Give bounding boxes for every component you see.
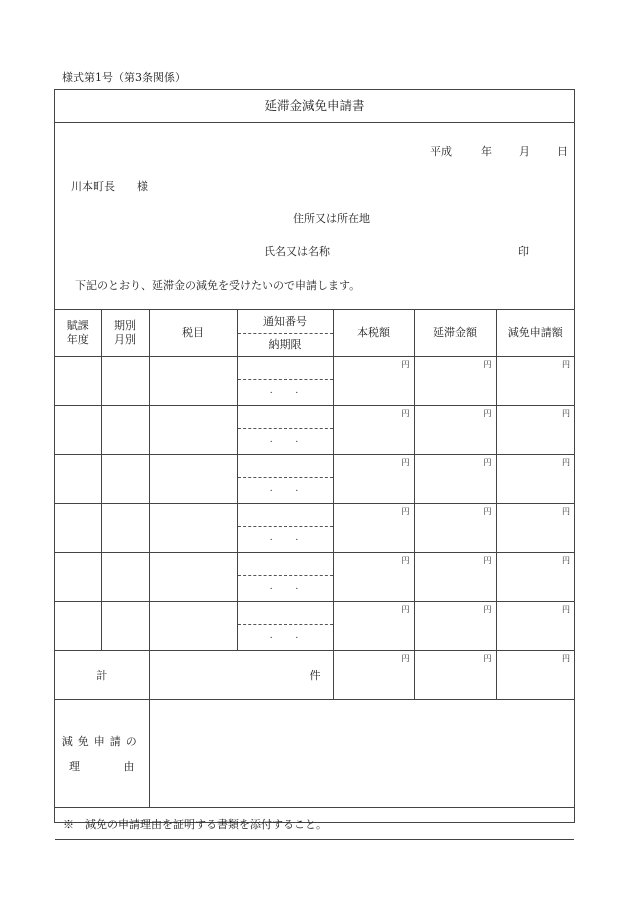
header-due-date: 納期限: [268, 337, 302, 351]
notice-due-cell[interactable]: . .: [237, 357, 333, 406]
header-notice-due: [237, 310, 333, 357]
name-label: 氏名又は名称: [264, 245, 330, 258]
notice-due-cell[interactable]: . .: [237, 553, 333, 602]
fiscal-year-cell[interactable]: [55, 357, 101, 406]
date-month: 月: [519, 145, 530, 158]
late-fee-cell[interactable]: 円: [414, 357, 496, 406]
form-number-label: 様式第1号（第3条関係）: [62, 71, 186, 84]
reduction-cell[interactable]: 円: [496, 455, 574, 504]
header-reduction: 減免申請額: [496, 310, 574, 357]
principal-cell[interactable]: 円: [333, 455, 414, 504]
form-title: 延滞金減免申請書: [55, 90, 574, 123]
note-row: [55, 808, 574, 840]
period-cell[interactable]: [101, 406, 149, 455]
reduction-cell[interactable]: 円: [496, 602, 574, 651]
notice-due-cell[interactable]: . .: [237, 504, 333, 553]
reduction-cell[interactable]: 円: [496, 357, 574, 406]
tax-item-cell[interactable]: [149, 504, 237, 553]
seal-mark: 印: [518, 245, 529, 258]
attachment-note: ※ 減免の申請理由を証明する書類を添付すること。: [55, 808, 574, 840]
period-cell[interactable]: [101, 455, 149, 504]
principal-cell[interactable]: 円: [333, 406, 414, 455]
reason-row: [55, 700, 574, 808]
header-late-fee: 延滞金額: [414, 310, 496, 357]
total-late-fee-cell[interactable]: 円: [414, 651, 496, 700]
request-text: 下記のとおり、延滞金の減免を受けたいので申請します。: [75, 279, 361, 292]
total-reduction-cell[interactable]: 円: [496, 651, 574, 700]
header-tax-item: 税目: [149, 310, 237, 357]
period-cell[interactable]: [101, 553, 149, 602]
date-day: 日: [557, 145, 568, 158]
notice-due-cell[interactable]: . .: [237, 602, 333, 651]
late-fee-cell[interactable]: 円: [414, 504, 496, 553]
table-row: [55, 455, 574, 504]
date-era: 平成: [430, 145, 452, 158]
late-fee-cell[interactable]: 円: [414, 455, 496, 504]
tax-item-cell[interactable]: [149, 455, 237, 504]
table-row: [55, 602, 574, 651]
tax-item-cell[interactable]: [149, 553, 237, 602]
period-cell[interactable]: [101, 504, 149, 553]
address-label: 住所又は所在地: [293, 212, 370, 225]
total-label: 計: [55, 651, 149, 700]
header-fiscal-year: 賦課 年度: [55, 310, 101, 357]
tax-item-cell[interactable]: [149, 357, 237, 406]
tax-detail-table: [55, 309, 574, 840]
principal-cell[interactable]: 円: [333, 553, 414, 602]
late-fee-cell[interactable]: 円: [414, 553, 496, 602]
principal-cell[interactable]: 円: [333, 357, 414, 406]
table-row: [55, 357, 574, 406]
reason-input-area[interactable]: [149, 700, 574, 808]
application-form: [54, 89, 575, 831]
late-fee-cell[interactable]: 円: [414, 406, 496, 455]
period-cell[interactable]: [101, 357, 149, 406]
reduction-cell[interactable]: 円: [496, 553, 574, 602]
fiscal-year-cell[interactable]: [55, 504, 101, 553]
total-row: [55, 651, 574, 700]
addressee: 川本町長 様: [71, 180, 148, 193]
table-row: [55, 504, 574, 553]
principal-cell[interactable]: 円: [333, 602, 414, 651]
tax-item-cell[interactable]: [149, 602, 237, 651]
notice-due-cell[interactable]: . .: [237, 406, 333, 455]
late-fee-cell[interactable]: 円: [414, 602, 496, 651]
header-period: 期別 月別: [101, 310, 149, 357]
date-year: 年: [481, 145, 492, 158]
reduction-cell[interactable]: 円: [496, 504, 574, 553]
principal-cell[interactable]: 円: [333, 504, 414, 553]
fiscal-year-cell[interactable]: [55, 602, 101, 651]
tax-item-cell[interactable]: [149, 406, 237, 455]
notice-due-cell[interactable]: . .: [237, 455, 333, 504]
reduction-cell[interactable]: 円: [496, 406, 574, 455]
reason-label: 減免申請の 理 由: [55, 700, 149, 808]
fiscal-year-cell[interactable]: [55, 455, 101, 504]
fiscal-year-cell[interactable]: [55, 406, 101, 455]
table-row: [55, 553, 574, 602]
header-principal: 本税額: [333, 310, 414, 357]
date-line: [430, 143, 568, 159]
header-notice-number: 通知番号: [238, 311, 333, 334]
total-principal-cell[interactable]: 円: [333, 651, 414, 700]
fiscal-year-cell[interactable]: [55, 553, 101, 602]
total-count-cell[interactable]: 件: [149, 651, 333, 700]
table-row: [55, 406, 574, 455]
period-cell[interactable]: [101, 602, 149, 651]
